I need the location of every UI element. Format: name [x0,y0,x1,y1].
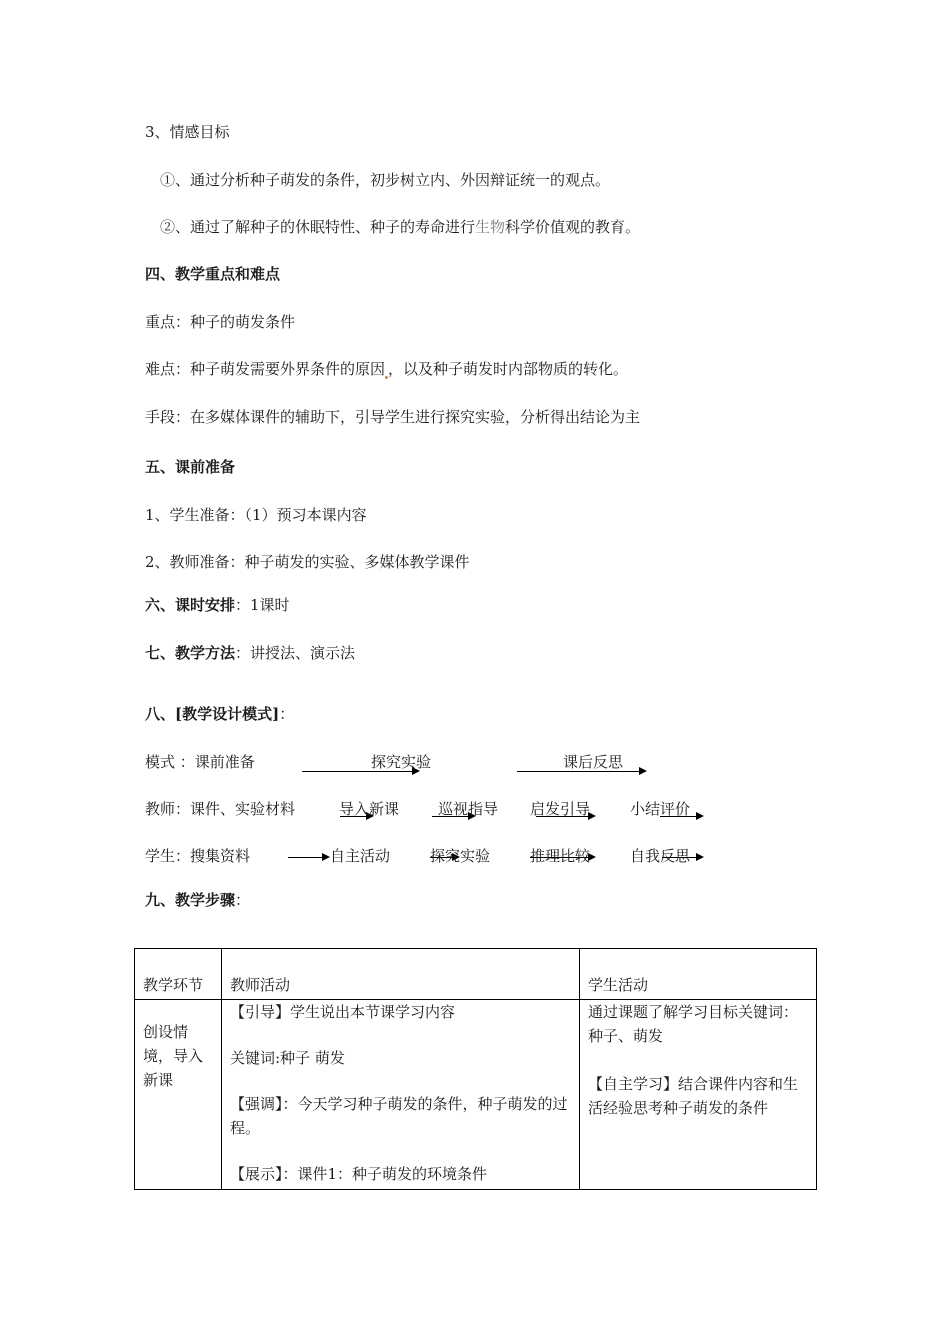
table-header-teacher: 教师活动 [222,949,580,1000]
student-step-4: 自我反思 [630,847,691,865]
teacher-activity-cell [222,1000,580,1190]
student-activity-cell [580,1000,817,1190]
table-header-stage: 教学环节 [135,949,222,1000]
mode-step-1: 探究实验 [371,753,432,771]
student-activity-2: 【自主学习】结合课件内容和生活经验思考种子萌发的条件 [588,1075,799,1117]
teaching-steps-table [134,948,817,1190]
teaching-means: 手段：在多媒体课件的辅助下，引导学生进行探究实验，分析得出结论为主 [145,408,641,426]
teacher-step-1: 导入新课 [339,800,400,818]
emotion-goal-item-2-highlight: 生物 [475,218,506,236]
section-5-heading: 五、课前准备 [145,458,236,476]
section-9-heading: 九、教学步骤 [145,891,236,909]
teacher-activity-3: 【强调】：今天学习种子萌发的条件，种子萌发的过程。 [230,1095,568,1137]
teacher-activity-2: 关键词:种子 萌发 [230,1049,345,1067]
teacher-activity-1: 【引导】学生说出本节课学习内容 [230,1003,456,1021]
emotion-goal-item-2 [160,217,640,237]
difficulty-pre: 难点：种子萌发需要外界条件的原因 [145,360,386,378]
section-7 [145,643,355,663]
student-preparation: 1、学生准备：（1）预习本课内容 [145,506,367,524]
student-step-1: 自主活动 [330,847,391,865]
section-7-heading: 七、教学方法 [145,644,236,662]
emotion-goal-item-1: ①、通过分析种子萌发的条件，初步树立内、外因辩证统一的观点。 [160,171,611,189]
teacher-step-2: 巡视指导 [438,800,499,818]
table-row [135,1000,817,1190]
student-step-2: 探究实验 [430,847,491,865]
section-9-colon: ： [235,891,251,909]
section-8 [145,704,294,724]
mode-step-2: 课后反思 [563,753,624,771]
table-header-student: 学生活动 [580,949,817,1000]
section-9 [145,890,250,910]
section-6-heading: 六、课时安排 [145,596,236,614]
section-4-heading: 四、教学重点和难点 [145,265,281,283]
mode-label: 模式 ：课前准备 [145,753,255,771]
difficulty [145,359,628,379]
teacher-step-3: 启发引导 [530,800,591,818]
teacher-activity-4: 【展示】：课件1：种子萌发的环境条件 [230,1165,488,1183]
emotion-goals-heading: 3、情感目标 [145,123,230,141]
section-8-heading: 八、[教学设计模式] [145,705,280,723]
teacher-flow-label: 教师：课件、实验材料 [145,800,296,818]
table-header-row [135,949,817,1000]
key-point: 重点：种子的萌发条件 [145,313,296,331]
section-7-value: ：讲授法、演示法 [235,644,356,662]
section-8-colon: ： [279,705,295,723]
teacher-step-4: 小结评价 [630,800,691,818]
teacher-preparation: 2、教师准备：种子萌发的实验、多媒体教学课件 [145,553,470,571]
flow-arrow-icon [288,857,328,858]
difficulty-post: ，以及种子萌发时内部物质的转化。 [388,360,629,378]
emotion-goal-item-2-pre: ②、通过了解种子的休眠特性、种子的寿命进行 [160,218,476,236]
stage-cell: 创设情境，导入新课 [135,1000,222,1190]
section-6-value: ：1课时 [235,596,290,614]
emotion-goal-item-2-post: 科学价值观的教育。 [505,218,641,236]
section-6 [145,595,290,615]
student-flow-label: 学生：搜集资料 [145,847,251,865]
student-activity-1: 通过课题了解学习目标关键词：种子、萌发 [588,1003,799,1045]
student-step-3: 推理比较 [530,847,591,865]
